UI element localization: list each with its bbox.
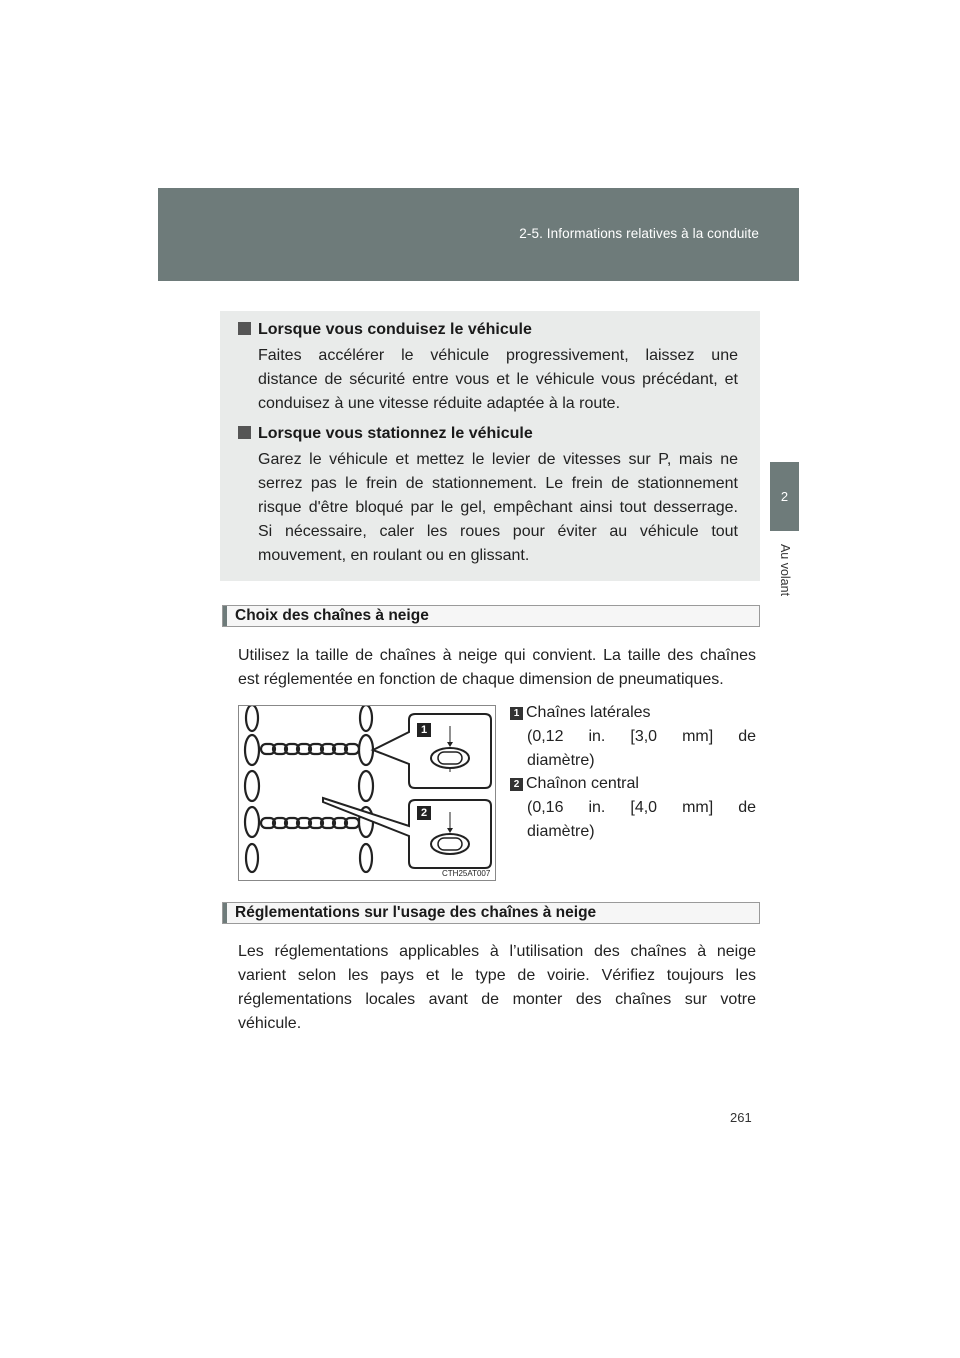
info-box [220,311,760,581]
section-title: 2-5. Informations relatives à la conduite [519,226,759,241]
header-band [158,188,799,281]
info-text-parking: Garez le véhicule et mettez le levier de vitesses sur P, mais ne serrez pas le frein de stationnement. Le frein de stationnement risque d'être bloqué par le gel, empêchant ainsi tout desserrage. Si nécessaire, caler les roues pour éviter au véhicule tout mouvement, en roulant ou en glissant. [258,451,738,564]
paragraph-choice: Utilisez la taille de chaînes à neige qui convient. La taille des chaînes est réglementée en fonction de chaque dimension de pneumatiques. [238,647,756,688]
page-number: 261 [730,1110,752,1125]
chapter-tab-number: 2 [770,462,799,531]
heading-bar [223,903,227,923]
snow-chain-drawing [239,706,495,880]
callout-number-badge: 2 [510,778,523,791]
callout-center-chain: 2 Chaînon central (0,16 in. [4,0 mm] de diamètre) [510,772,756,844]
info-text-driving: Faites accélérer le véhicule progressivement, laissez une distance de sécurité entre vous et le véhicule vous précédant, et conduisez à une vitesse réduite adaptée à la route. [258,347,738,412]
illustration-callout-2: 2 [420,807,428,819]
square-bullet-icon [238,426,251,439]
callout-number-badge: 1 [510,707,523,720]
info-heading-parking: Lorsque vous stationnez le véhicule [238,425,533,443]
callout-side-chains: 1 Chaînes latérales (0,12 in. [3,0 mm] de diamètre) [510,701,756,773]
illustration-code: CTH25AT007 [442,869,491,878]
section-heading-rules: Réglementations sur l'usage des chaînes à neige [222,902,760,924]
snow-chain-illustration [238,705,496,881]
heading-bar [223,606,227,626]
chapter-tab-label [770,532,799,607]
illustration-callout-1: 1 [420,724,428,736]
section-heading-choice: Choix des chaînes à neige [222,605,760,627]
info-heading-driving: Lorsque vous conduisez le véhicule [238,321,532,339]
square-bullet-icon [238,322,251,335]
paragraph-rules: Les réglementations applicables à l’utilisation des chaînes à neige varient selon les pays et le type de voirie. Vérifiez toujours les réglementations locales avant de monter des chaînes sur votre véhicule. [238,943,756,1032]
chapter-tab-label-text: Au volant [777,543,792,596]
